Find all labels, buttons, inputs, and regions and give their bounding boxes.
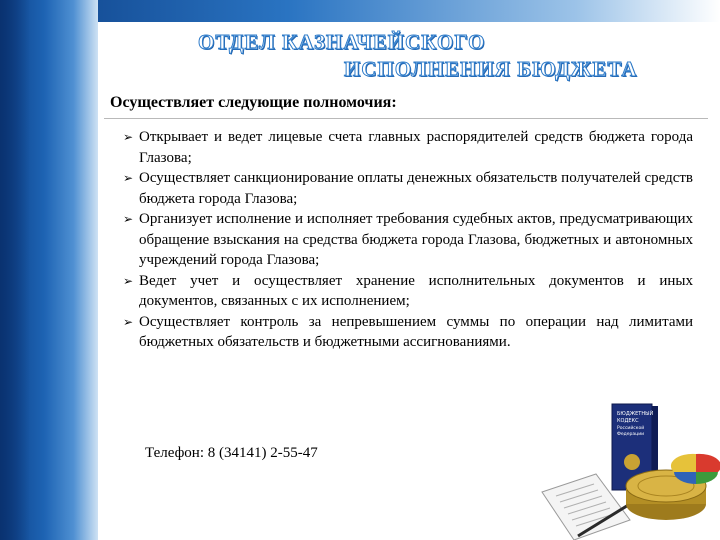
section-subtitle: Осуществляет следующие полномочия: [110, 94, 397, 111]
list-item-text: Открывает и ведет лицевые счета главных распорядителей средств бюджета города Глазова; [139, 129, 693, 166]
list-item-text: Организует исполнение и исполняет требования судебных актов, предусматривающих обращение взыскания на средства бюджета города Глазова, бюджетных и автономных учреждений города Глазова; [139, 211, 693, 268]
budget-code-illustration [538, 400, 720, 540]
book-text-line: КОДЕКС [617, 418, 639, 424]
list-item [123, 271, 693, 312]
list-item-text: Ведет учет и осуществляет хранение исполнительных документов и иных документов, связанных с их исполнением; [139, 272, 693, 309]
list-item-text: Осуществляет санкционирование оплаты денежных обязательств получателей средств бюджета города Глазова; [139, 170, 693, 207]
list-item [123, 209, 693, 271]
emblem-icon [624, 454, 640, 470]
left-decor-bar [0, 0, 98, 540]
duties-list [123, 127, 693, 353]
arrow-bullet-icon: ➢ [123, 314, 134, 329]
book-text-line: Российской [617, 426, 645, 431]
list-item-text: Осуществляет контроль за непревышением суммы по операции над лимитами бюджетных обязательств и бюджетными ассигнованиями. [139, 313, 693, 350]
phone-number: Телефон: 8 (34141) 2-55-47 [145, 445, 318, 461]
arrow-bullet-icon: ➢ [123, 171, 134, 185]
list-item [123, 127, 693, 168]
arrow-bullet-icon: ➢ [123, 212, 134, 226]
list-item [123, 312, 693, 353]
top-decor-bar [0, 0, 720, 22]
page-title-line2: ИСПОЛНЕНИЯ БЮДЖЕТА [344, 57, 638, 81]
arrow-bullet-icon: ➢ [123, 273, 134, 288]
list-item [123, 168, 693, 209]
arrow-bullet-icon: ➢ [123, 130, 134, 144]
page-title-line1: ОТДЕЛ КАЗНАЧЕЙСКОГО [198, 30, 486, 54]
book-text-line: БЮДЖЕТНЫЙ [617, 411, 654, 417]
book-text-line: Федерации [617, 432, 645, 437]
divider [104, 118, 708, 119]
